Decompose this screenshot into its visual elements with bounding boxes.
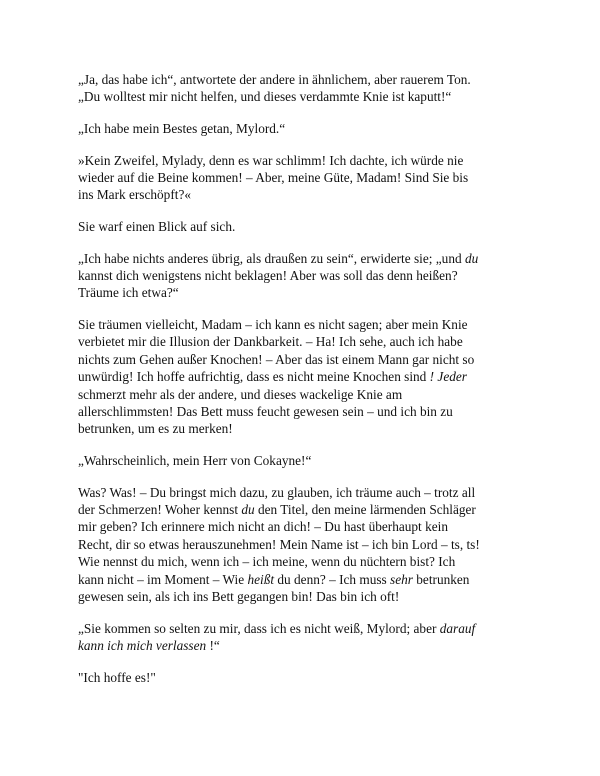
text-run: betrunken <box>412 571 470 587</box>
text-line <box>78 169 530 186</box>
text-line <box>78 637 530 654</box>
text-run: kannst dich wenigstens nicht beklagen! Aber was soll das denn heißen? <box>78 268 458 283</box>
text-run: »Kein Zweifel, Mylady, denn es war schlimm! Ich dachte, ich würde nie <box>78 152 464 168</box>
text-line <box>78 120 530 137</box>
paragraph <box>78 452 530 469</box>
italic-text: darauf <box>439 620 476 636</box>
text-run: !“ <box>206 638 220 654</box>
paragraph <box>78 484 530 606</box>
text-run: kann nicht – im Moment – Wie <box>78 571 248 587</box>
text-line <box>78 351 530 368</box>
text-line <box>78 518 530 535</box>
italic-text: du <box>464 250 479 266</box>
text-line <box>78 588 530 605</box>
paragraph <box>78 120 530 137</box>
text-line <box>78 333 530 350</box>
text-run: schmerzt mehr als der andere, und dieses wackelige Knie am <box>78 386 403 402</box>
text-line <box>78 420 530 437</box>
text-line <box>78 267 530 284</box>
text-line <box>78 152 530 169</box>
italic-text: du <box>241 502 255 518</box>
text-run: der Schmerzen! Woher kennst <box>78 502 242 518</box>
text-line <box>78 284 530 301</box>
text-run: „Ich habe nichts anderes übrig, als draußen zu sein“, erwiderte sie; „und <box>78 250 465 266</box>
italic-text: ! Jeder <box>429 369 467 385</box>
text-run: unwürdig! Ich hoffe aufrichtig, dass es nicht meine Knochen sind <box>78 369 430 385</box>
paragraph <box>78 71 530 106</box>
text-line <box>78 403 530 420</box>
text-run: Sie warf einen Blick auf sich. <box>78 219 236 234</box>
text-line <box>78 186 530 203</box>
text-line <box>78 501 530 518</box>
text-line <box>78 71 530 88</box>
text-run: „Wahrscheinlich, mein Herr von Cokayne!“ <box>78 453 312 469</box>
text-line <box>78 452 530 469</box>
text-line <box>78 250 530 267</box>
text-line <box>78 218 530 235</box>
italic-text: kann ich mich verlassen <box>78 638 207 654</box>
text-run: „Ich habe mein Bestes getan, Mylord.“ <box>78 121 286 136</box>
text-run: du denn? – Ich muss <box>274 571 391 587</box>
document-page <box>78 71 530 700</box>
text-run: Sie träumen vielleicht, Madam – ich kann es nicht sagen; aber mein Knie <box>78 317 468 332</box>
text-run: „Sie kommen so selten zu mir, dass ich es nicht weiß, Mylord; aber <box>78 620 440 636</box>
text-line <box>78 316 530 333</box>
paragraph <box>78 316 530 438</box>
italic-text: sehr <box>390 571 413 587</box>
text-run: wieder auf die Beine kommen! – Aber, meine Güte, Madam! Sind Sie bis <box>78 170 469 185</box>
text-run: den Titel, den meine lärmenden Schläger <box>254 502 476 518</box>
paragraph <box>78 250 530 302</box>
text-line <box>78 571 530 588</box>
text-run: Was? Was! – Du bringst mich dazu, zu glauben, ich träume auch – trotz all <box>78 484 476 500</box>
text-run: allerschlimmsten! Das Bett muss feucht gewesen sein – und ich bin zu <box>78 404 453 420</box>
text-run: „Ja, das habe ich“, antwortete der andere in ähnlichem, aber rauerem Ton. <box>78 72 471 87</box>
text-run: gewesen sein, als ich ins Bett gegangen bin! Das bin ich oft! <box>78 589 400 605</box>
text-line <box>78 669 530 686</box>
text-run: "Ich hoffe es!" <box>78 669 156 685</box>
text-run: Träume ich etwa?“ <box>78 285 179 301</box>
text-line <box>78 536 530 553</box>
text-line <box>78 484 530 501</box>
text-run: „Du wolltest mir nicht helfen, und dieses verdammte Knie ist kaputt!“ <box>78 89 452 105</box>
text-line <box>78 386 530 403</box>
text-run: nichts zum Gehen außer Knochen! – Aber das ist einem Mann gar nicht so <box>78 351 475 367</box>
paragraph <box>78 669 530 686</box>
text-line <box>78 88 530 105</box>
text-line <box>78 368 530 385</box>
text-run: betrunken, um es zu merken! <box>78 421 233 437</box>
text-run: verbietet mir die Illusion der Dankbarkeit. – Ha! Ich sehe, auch ich habe <box>78 334 463 350</box>
text-line <box>78 553 530 570</box>
paragraph <box>78 152 530 204</box>
text-line <box>78 620 530 637</box>
text-run: ins Mark erschöpft?« <box>78 187 191 203</box>
text-run: Recht, dir so etwas herauszunehmen! Mein Name ist – ich bin Lord – ts, ts! <box>78 536 480 552</box>
text-run: mir geben? Ich erinnere mich nicht an dich! – Du hast überhaupt kein <box>78 519 448 535</box>
paragraph <box>78 218 530 235</box>
italic-text: heißt <box>247 571 275 587</box>
paragraph <box>78 620 530 655</box>
text-run: Wie nennst du mich, wenn ich – ich meine, wenn du nüchtern bist? Ich <box>78 554 456 570</box>
